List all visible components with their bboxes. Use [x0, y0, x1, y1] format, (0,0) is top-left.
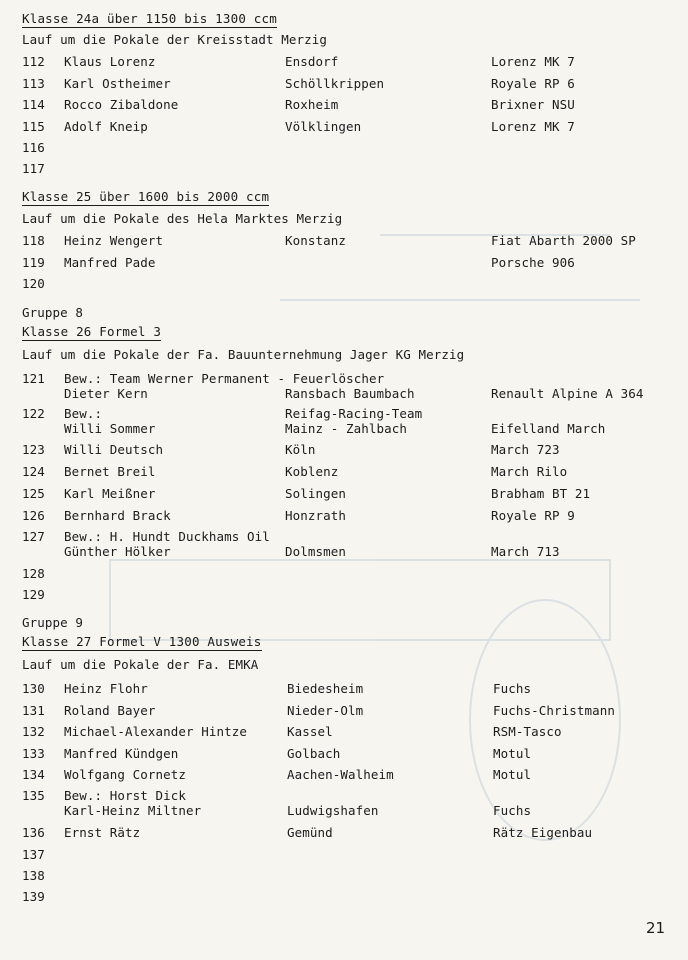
hometown: Golbach: [287, 746, 341, 761]
driver-name: Willi Deutsch: [64, 442, 164, 457]
hometown: Aachen-Walheim: [287, 767, 394, 782]
entrant: Bew.: Horst Dick: [64, 788, 187, 803]
driver-name: Heinz Flohr: [64, 681, 148, 696]
hometown: Schöllkrippen: [285, 76, 385, 91]
class-heading: Klasse 27 Formel V 1300 Ausweis: [22, 634, 262, 649]
vehicle: Renault Alpine A 364: [491, 386, 644, 401]
driver-name: Manfred Kündgen: [64, 746, 179, 761]
start-number: 118: [22, 233, 45, 248]
hometown: Solingen: [285, 486, 347, 501]
vehicle: Fuchs: [493, 803, 532, 818]
start-number: 130: [22, 681, 45, 696]
start-number: 132: [22, 724, 45, 739]
trophy-line: Lauf um die Pokale der Fa. EMKA: [22, 657, 259, 672]
class-heading: Klasse 25 über 1600 bis 2000 ccm: [22, 189, 270, 204]
page-number: 21: [646, 919, 666, 937]
driver-name: Klaus Lorenz: [64, 54, 156, 69]
hometown: Gemünd: [287, 825, 333, 840]
start-number: 117: [22, 161, 45, 176]
vehicle: Brixner NSU: [491, 97, 575, 112]
hometown: Völklingen: [285, 119, 362, 134]
hometown: Dolmsmen: [285, 544, 347, 559]
vehicle: Lorenz MK 7: [491, 54, 575, 69]
vehicle: Fiat Abarth 2000 SP: [491, 233, 636, 248]
start-number: 128: [22, 566, 45, 581]
group-label: Gruppe 9: [22, 615, 84, 630]
driver-name: Karl Ostheimer: [64, 76, 171, 91]
hometown: Nieder-Olm: [287, 703, 364, 718]
hometown: Honzrath: [285, 508, 347, 523]
start-number: 131: [22, 703, 45, 718]
driver-name: Roland Bayer: [64, 703, 156, 718]
hometown: Mainz - Zahlbach: [285, 421, 408, 436]
driver-name: Bernhard Brack: [64, 508, 171, 523]
vehicle: RSM-Tasco: [493, 724, 562, 739]
entrant: Bew.: H. Hundt Duckhams Oil: [64, 529, 270, 544]
vehicle: Rätz Eigenbau: [493, 825, 593, 840]
vehicle: Royale RP 6: [491, 76, 575, 91]
start-number: 136: [22, 825, 45, 840]
driver-name: Willi Sommer: [64, 421, 156, 436]
vehicle: Eifelland March: [491, 421, 606, 436]
driver-name: Manfred Pade: [64, 255, 156, 270]
vehicle: Royale RP 9: [491, 508, 575, 523]
start-number: 121: [22, 371, 45, 386]
hometown: Köln: [285, 442, 316, 457]
hometown: Ludwigshafen: [287, 803, 379, 818]
hometown: Ensdorf: [285, 54, 339, 69]
start-number: 129: [22, 587, 45, 602]
start-number: 126: [22, 508, 45, 523]
driver-name: Wolfgang Cornetz: [64, 767, 187, 782]
driver-name: Rocco Zibaldone: [64, 97, 179, 112]
class-heading: Klasse 24a über 1150 bis 1300 ccm: [22, 11, 277, 26]
entrant: Bew.:: [64, 406, 103, 421]
start-number: 115: [22, 119, 45, 134]
start-number: 124: [22, 464, 45, 479]
start-number: 125: [22, 486, 45, 501]
start-number: 139: [22, 889, 45, 904]
trophy-line: Lauf um die Pokale der Fa. Bauunternehmung Jager KG Merzig: [22, 347, 465, 362]
entrant-team: Reifag-Racing-Team: [285, 406, 423, 421]
start-number: 116: [22, 140, 45, 155]
class-heading: Klasse 26 Formel 3: [22, 324, 162, 339]
start-number: 112: [22, 54, 45, 69]
start-number: 122: [22, 406, 45, 421]
hometown: Biedesheim: [287, 681, 364, 696]
driver-name: Karl Meißner: [64, 486, 156, 501]
vehicle: Porsche 906: [491, 255, 575, 270]
vehicle: Brabham BT 21: [491, 486, 591, 501]
start-number: 127: [22, 529, 45, 544]
vehicle: Motul: [493, 767, 532, 782]
start-number: 123: [22, 442, 45, 457]
hometown: Ransbach Baumbach: [285, 386, 415, 401]
start-number: 134: [22, 767, 45, 782]
driver-name: Ernst Rätz: [64, 825, 141, 840]
start-number: 133: [22, 746, 45, 761]
vehicle: March 713: [491, 544, 560, 559]
start-number: 135: [22, 788, 45, 803]
entrant: Bew.: Team Werner Permanent - Feuerlöscher: [64, 371, 385, 386]
start-number: 114: [22, 97, 45, 112]
driver-name: Heinz Wengert: [64, 233, 164, 248]
driver-name: Adolf Kneip: [64, 119, 148, 134]
driver-name: Karl-Heinz Miltner: [64, 803, 202, 818]
hometown: Konstanz: [285, 233, 347, 248]
start-number: 138: [22, 868, 45, 883]
trophy-line: Lauf um die Pokale des Hela Marktes Merzig: [22, 211, 343, 226]
vehicle: March 723: [491, 442, 560, 457]
vehicle: Fuchs: [493, 681, 532, 696]
driver-name: Günther Hölker: [64, 544, 171, 559]
start-number: 120: [22, 276, 45, 291]
start-number: 137: [22, 847, 45, 862]
hometown: Kassel: [287, 724, 333, 739]
driver-name: Dieter Kern: [64, 386, 148, 401]
driver-name: Bernet Breil: [64, 464, 156, 479]
driver-name: Michael-Alexander Hintze: [64, 724, 248, 739]
vehicle: March Rilo: [491, 464, 568, 479]
hometown: Koblenz: [285, 464, 339, 479]
start-number: 119: [22, 255, 45, 270]
trophy-line: Lauf um die Pokale der Kreisstadt Merzig: [22, 32, 328, 47]
vehicle: Lorenz MK 7: [491, 119, 575, 134]
vehicle: Fuchs-Christmann: [493, 703, 616, 718]
vehicle: Motul: [493, 746, 532, 761]
hometown: Roxheim: [285, 97, 339, 112]
start-number: 113: [22, 76, 45, 91]
group-label: Gruppe 8: [22, 305, 84, 320]
